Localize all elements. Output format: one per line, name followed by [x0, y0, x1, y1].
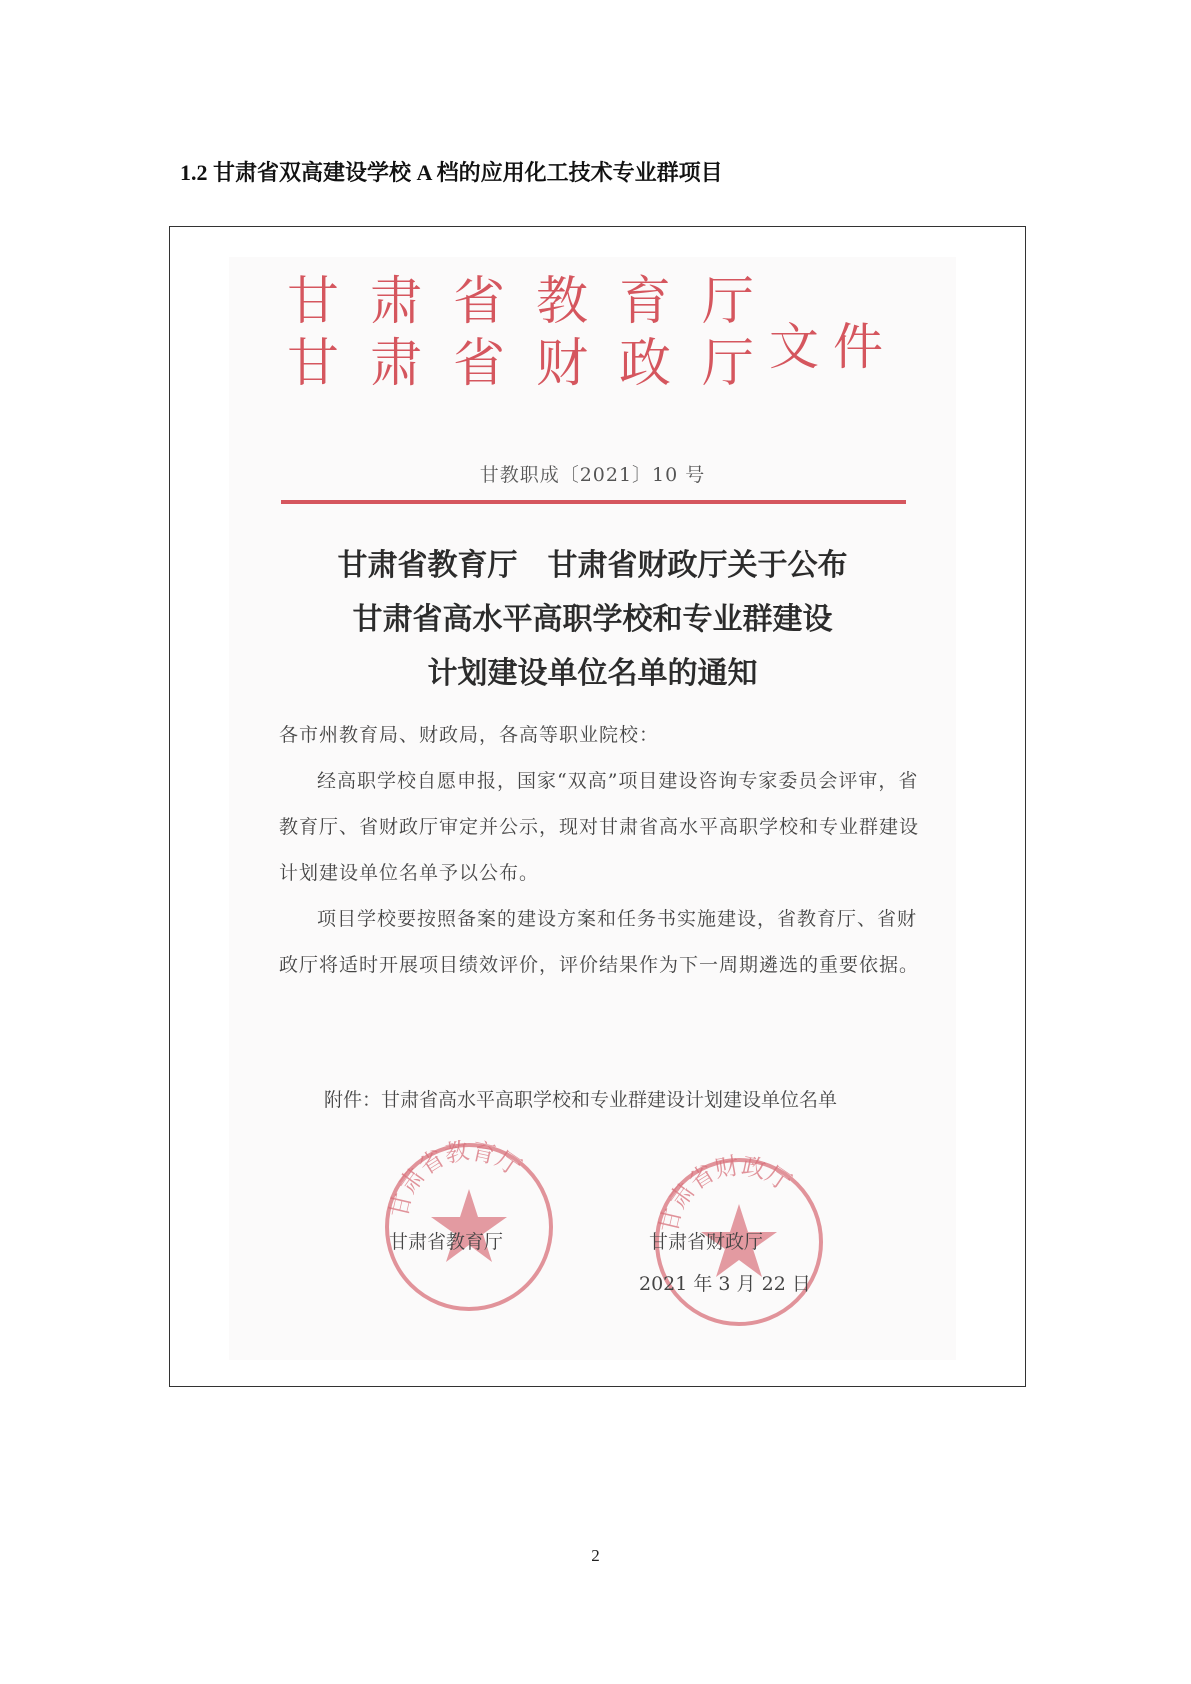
body-paragraph: 项目学校要按照备案的建设方案和任务书实施建设，省教育厅、省财政厅将适时开展项目绩效评价，评价结果作为下一周期遴选的重要依据。	[279, 908, 920, 976]
letterhead-suffix: 文件	[769, 318, 897, 376]
seal-text: 甘肃省教育厅	[384, 1137, 527, 1221]
letterhead-row-education	[287, 271, 785, 333]
letterhead-char: 省	[453, 272, 506, 332]
letterhead-char: 政	[619, 334, 672, 394]
attachment-line: 附件：甘肃省高水平高职学校和专业群建设计划建设单位名单	[324, 1089, 838, 1111]
letterhead-char: 肃	[370, 334, 423, 394]
seal-text: 甘肃省财政厅	[654, 1152, 797, 1236]
letterhead-char: 财	[536, 334, 589, 394]
body-paragraph: 经高职学校自愿申报，国家“双高”项目建设咨询专家委员会评审，省教育厅、省财政厅审定并公示，现对甘肃省高水平高职学校和专业群建设计划建设单位名单予以公布。	[279, 770, 920, 884]
red-divider	[281, 500, 906, 504]
letterhead-char: 省	[453, 334, 506, 394]
signature-finance: 甘肃省财政厅	[649, 1231, 764, 1253]
letterhead-char: 肃	[370, 272, 423, 332]
document-frame	[169, 226, 1026, 1387]
letterhead-char: 育	[619, 272, 672, 332]
document-title	[229, 539, 956, 701]
letterhead-row-finance	[287, 333, 785, 395]
letterhead	[287, 271, 785, 395]
svg-text:甘肃省财政厅	[654, 1152, 796, 1235]
document-number: 甘教职成〔2021〕10 号	[479, 464, 706, 486]
letterhead-char: 教	[536, 272, 589, 332]
signature-education: 甘肃省教育厅	[389, 1231, 504, 1253]
title-line: 甘肃省教育厅 甘肃省财政厅关于公布	[337, 548, 848, 583]
signature-date: 2021 年 3 月 22 日	[639, 1273, 811, 1295]
section-heading: 1.2 甘肃省双高建设学校 A 档的应用化工技术专业群项目	[180, 160, 723, 185]
letterhead-char: 甘	[287, 272, 340, 332]
document-body	[279, 712, 919, 988]
letterhead-char: 厅	[702, 334, 755, 394]
page-number: 2	[591, 1546, 600, 1565]
title-line: 甘肃省高水平高职学校和专业群建设	[352, 602, 833, 637]
letterhead-char: 甘	[287, 334, 340, 394]
title-line: 计划建设单位名单的通知	[427, 656, 758, 691]
salutation: 各市州教育局、财政局，各高等职业院校：	[279, 724, 660, 746]
svg-text:甘肃省教育厅	[384, 1137, 526, 1220]
letterhead-char: 厅	[702, 272, 755, 332]
scanned-document	[229, 257, 956, 1360]
